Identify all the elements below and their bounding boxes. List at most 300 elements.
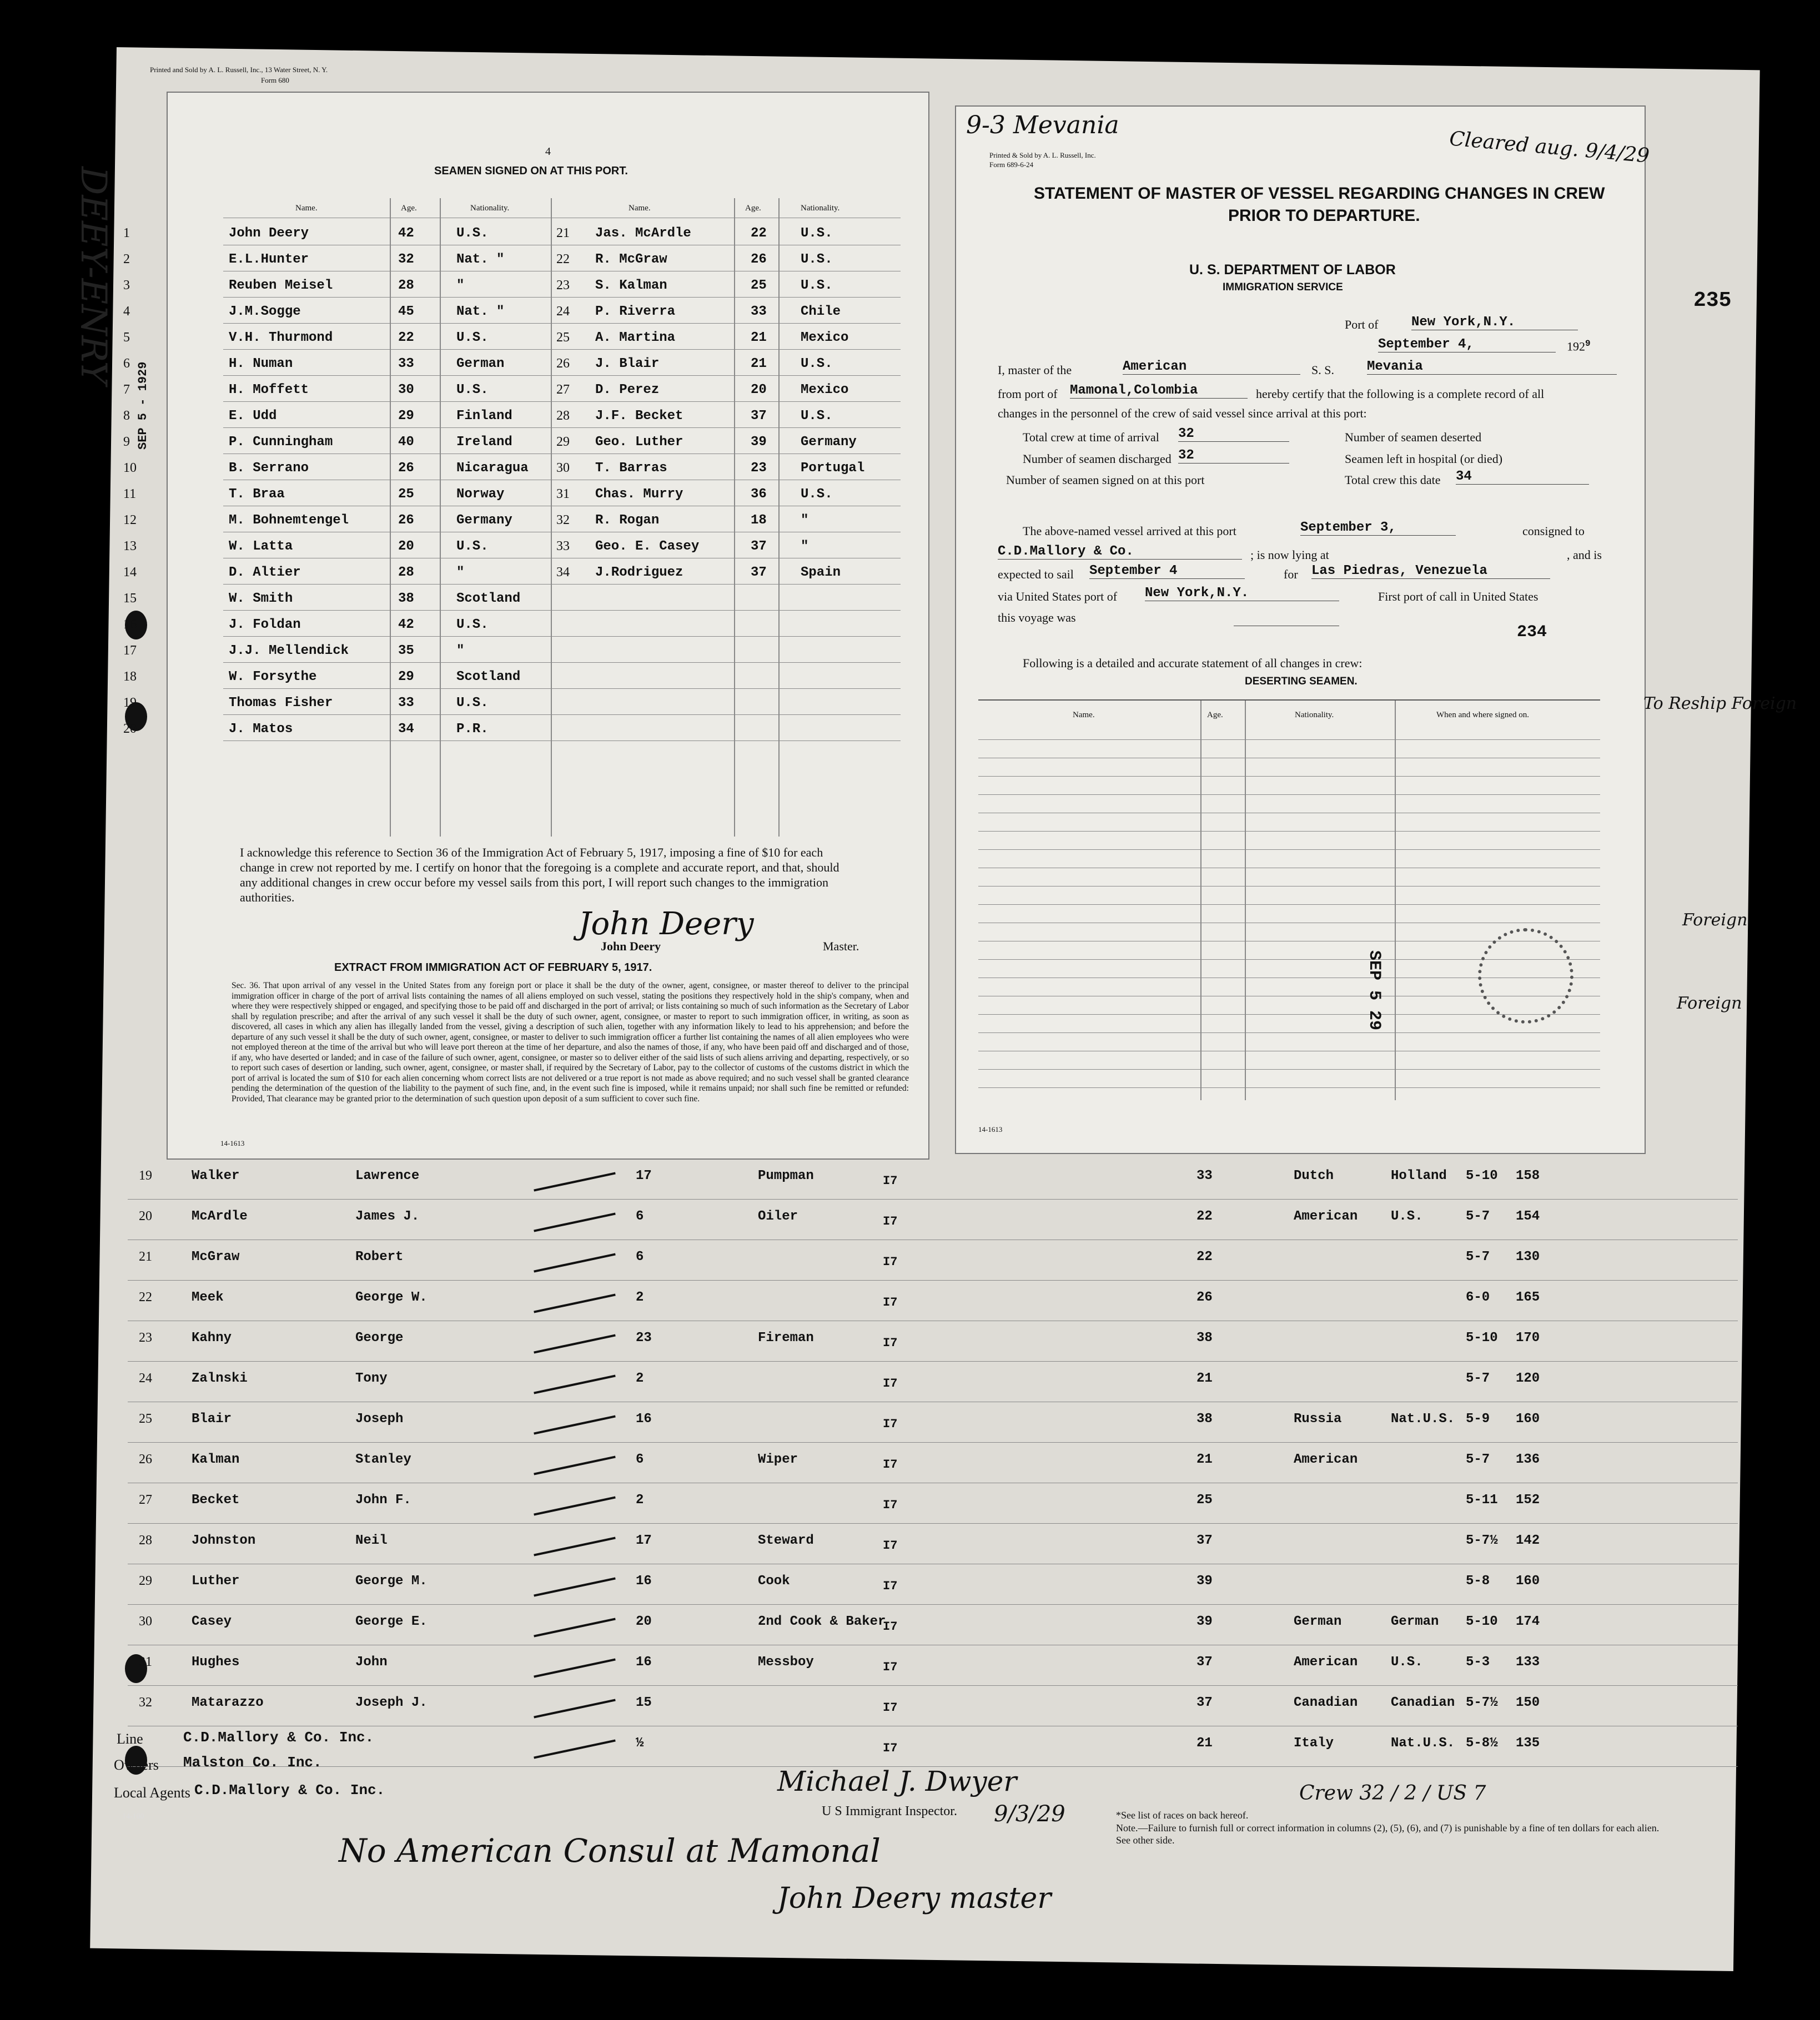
seaman-row [168,278,901,300]
row-number: 23 [556,278,570,293]
signed-on-label: Number of seamen signed on at this port [1006,473,1205,487]
seaman-name: T. Braa [229,487,285,502]
extract-text: Sec. 36. That upon arrival of any vessel in the United States from any foreign port or place it shall be the duty of the owner, agent, consignee, or master thereof to deliver to the principal immigration officer in charge of the port of arrival lists containing the names of all aliens employed on such vessel, stating the positions they respectively hold in the ship's company, when and where they were respectively shipped or engaged, and specifying those to be paid off and discharged in the port of arrival; or lists containing so much of such information as the Secretary of Labor shall by regulation prescribe; and after the arrival of any such vessel it shall be the duty of such owner, agent, consignee, or master to report to such immigration officer, in writing, as soon as discovered, all cases in which any alien has illegally landed from the vessel, giving a description of such alien, together with any information likely to lead to his apprehension; and before the departure of any such vessel it shall be the duty of such owner, agent, consignee, or master to deliver to such immigration officer a further list containing the names of all alien employees who were not employed thereon at the time of the arrival but who will leave port thereon at the time of her departure, and also the names of those, if any, who have been paid off and discharged and of those, if any, who have deserted or landed; and in case of the failure of such owner, agent, consignee, or master so to deliver either of the said lists of such aliens arriving and departing, respectively, or so to report such cases of desertion or landing, such owner, agent, consignee, or master shall, if required by the Secretary of Labor, pay to the collector of customs of the customs district in which the port of arrival is located the sum of $10 for each alien concerning whom correct lists are not delivered or a true report is not made as above required; and no such vessel shall be granted clearance pending the determination of the question of the liability to the payment of such fine, and, in the event such fine is imposed, while it remains unpaid; nor shall such fine be remitted or refunded: Provided, That clearance may be granted prior to the determination of such question upon deposit of a sum sufficient to cover such fine. [232,981,909,1104]
statement-title-2: PRIOR TO DEPARTURE. [1228,206,1420,225]
row-number: 17 [123,643,137,658]
form-number: Form 680 [261,76,289,84]
seaman-age: 33 [398,696,414,711]
manifest-row [0,1655,1777,1688]
row-number: 22 [139,1290,152,1304]
seaman-nationality: " [801,539,809,554]
left-hospital-label: Seamen left in hospital (or died) [1345,452,1503,466]
seaman-row [168,435,901,457]
seaman-name: S. Kalman [595,278,667,293]
row-number: 2 [123,252,130,266]
weight: 152 [1516,1493,1540,1508]
seaman-age: 33 [751,304,767,319]
seaman-nationality: Mexico [801,330,849,345]
seaman-nationality: U.S. [456,696,489,711]
seaman-age: 38 [398,591,414,606]
country: Nat.U.S. [1391,1736,1455,1751]
row-number: 30 [556,461,570,475]
seaman-nationality: Ireland [456,435,512,450]
race: Russia [1294,1412,1342,1427]
row-number: 26 [139,1452,152,1467]
seaman-age: 29 [398,409,414,424]
years-sea: 17 [636,1168,652,1183]
consul-note: No American Consul at Mamonal [339,1832,881,1870]
seaman-name: R. McGraw [595,252,667,267]
seaman-nationality: Germany [801,435,857,450]
agents-value: C.D.Mallory & Co. Inc. [194,1782,385,1799]
seaman-row [123,591,901,613]
given-name: George W. [355,1290,428,1305]
position: Pumpman [758,1168,814,1183]
seaman-row [168,252,901,274]
col-header-nationality: Nationality. [801,204,840,213]
height: 5-8½ [1466,1736,1498,1751]
age: 37 [1196,1655,1213,1670]
seaman-name: H. Moffett [229,382,309,397]
pen-stroke [534,1374,616,1394]
height: 5-10 [1466,1331,1498,1346]
col-header-name: Name. [1073,711,1095,719]
height: 5-10 [1466,1614,1498,1629]
height: 5-11 [1466,1493,1498,1508]
seaman-name: P. Cunningham [229,435,333,450]
age: 22 [1196,1250,1213,1265]
seaman-name: Jas. McArdle [595,226,691,241]
port-label: Port of [1345,318,1379,331]
arrived-label: The above-named vessel arrived at this port [1023,524,1236,538]
seaman-name: Geo. E. Casey [595,539,700,554]
seaman-nationality: " [801,513,809,528]
given-name: Joseph J. [355,1695,428,1710]
seaman-name: J. Blair [595,356,660,371]
column-seventeen: I7 [883,1620,898,1634]
manifest-row [0,1290,1777,1323]
row-number: 6 [123,356,130,371]
given-name: Robert [355,1250,404,1265]
given-name: Stanley [355,1452,411,1467]
col-header-nationality: Nationality. [470,204,510,213]
weight: 142 [1516,1533,1540,1548]
years-sea: 16 [636,1655,652,1670]
seaman-age: 26 [398,513,414,528]
col-header-age: Age. [401,204,417,213]
seaman-row [168,304,901,326]
weight: 133 [1516,1655,1540,1670]
seaman-name: John Deery [229,226,309,241]
seaman-row [168,226,901,248]
form-title: SEAMEN SIGNED ON AT THIS PORT. [434,165,628,177]
height: 5-7½ [1466,1695,1498,1710]
deserting-table [978,699,1600,1100]
country: German [1391,1614,1439,1629]
seaman-name: J.J. Mellendick [229,643,349,658]
weight: 120 [1516,1371,1540,1386]
manifest-row [0,1695,1777,1729]
row-number: 12 [123,513,137,527]
seaman-name: R. Rogan [595,513,660,528]
col-header-signed-on: When and where signed on. [1436,711,1530,719]
seaman-row [168,487,901,509]
page-no: 4 [545,145,551,158]
given-name: Tony [355,1371,388,1386]
seaman-age: 18 [751,513,767,528]
master-name-typed: John Deery [601,939,661,953]
seaman-nationality: U.S. [456,539,489,554]
following-text: Following is a detailed and accurate statement of all changes in crew: [1023,656,1363,670]
country: Nat.U.S. [1391,1412,1455,1427]
seaman-name: V.H. Thurmond [229,330,333,345]
surname: McArdle [192,1209,248,1224]
seaman-nationality: Spain [801,565,841,580]
margin-note: To Reship Foreign [1643,694,1797,713]
seaman-age: 35 [398,643,414,658]
pen-stroke [534,1172,616,1191]
seaman-nationality: U.S. [801,356,833,371]
row-number: 1 [123,226,130,240]
service: IMMIGRATION SERVICE [1223,281,1343,293]
from-port-value: Mamonal,Colombia [1070,383,1248,399]
seaman-age: 21 [751,356,767,371]
ss-label: S. S. [1311,363,1334,377]
pen-stroke [534,1455,616,1475]
inspector-date: 9/3/29 [994,1801,1065,1827]
surname: Meek [192,1290,224,1305]
year-suffix: 9 [1585,339,1591,349]
seamen-deserted-label: Number of seamen deserted [1345,430,1482,444]
seaman-nationality: U.S. [801,226,833,241]
deserting-title: DESERTING SEAMEN. [1245,676,1358,687]
country: Holland [1391,1168,1447,1183]
row-number: 8 [123,409,130,423]
row-number: 19 [139,1168,152,1183]
given-name: John [355,1655,388,1670]
row-number: 29 [139,1574,152,1588]
seaman-nationality: U.S. [456,226,489,241]
manifest-row [0,1412,1777,1445]
manifest-row [0,1331,1777,1364]
row-number: 21 [556,226,570,240]
total-crew-arrival: 32 [1178,426,1289,442]
seaman-nationality: Mexico [801,382,849,397]
row-number: 10 [123,461,137,475]
race: American [1294,1452,1358,1467]
for-label: for [1284,567,1298,581]
given-name: George E. [355,1614,428,1629]
seamen-discharged: 32 [1178,448,1289,464]
col-header-age: Age. [745,204,761,213]
arrived-date: September 3, [1300,520,1456,536]
seaman-name: T. Barras [595,461,667,476]
seaman-age: 25 [751,278,767,293]
surname: Hughes [192,1655,240,1670]
crew-note: Crew 32 / 2 / US 7 [1299,1782,1486,1805]
row-number: 9 [123,435,130,449]
seaman-row [168,330,901,352]
column-seventeen: I7 [883,1174,898,1188]
seaman-name: J.F. Becket [595,409,683,424]
master-of-label: I, master of the [998,363,1072,377]
height: 5-10 [1466,1168,1498,1183]
voyage-number: 234 [1517,623,1547,642]
seaman-name: P. Riverra [595,304,676,319]
seaman-nationality: " [456,643,465,658]
row-number: 31 [139,1655,152,1669]
seaman-name: W. Forsythe [229,669,317,684]
seaman-nationality: Portugal [801,461,865,476]
surname: Zalnski [192,1371,248,1386]
seaman-nationality: Scotland [456,669,521,684]
inspector-signature: Michael J. Dwyer [777,1765,1017,1797]
height: 5-7 [1466,1209,1490,1224]
given-name: John F. [355,1493,411,1508]
weight: 154 [1516,1209,1540,1224]
row-number: 21 [139,1250,152,1264]
seaman-age: 30 [398,382,414,397]
position: Cook [758,1574,790,1589]
weight: 135 [1516,1736,1540,1751]
surname: Becket [192,1493,240,1508]
row-number: 20 [139,1209,152,1223]
cleared-note: Cleared aug. 9/4/29 [1448,127,1651,168]
seaman-name: E. Udd [229,409,277,424]
row-number: 32 [556,513,570,527]
seaman-name: Chas. Murry [595,487,683,502]
seaman-row [168,565,901,587]
seaman-nationality: Norway [456,487,505,502]
col-header-age: Age. [1207,711,1223,719]
seaman-age: 37 [751,565,767,580]
manifest-row [0,1168,1777,1202]
years-sea: ½ [636,1736,644,1751]
pen-stroke [534,1496,616,1515]
seaman-age: 32 [398,252,414,267]
given-name: Neil [355,1533,388,1548]
years-sea: 6 [636,1452,644,1467]
seaman-row [168,356,901,379]
given-name: George M. [355,1574,428,1589]
row-number: 25 [556,330,570,345]
row-number: 5 [123,330,130,345]
seaman-age: 26 [398,461,414,476]
page-number: 235 [1693,289,1732,313]
seaman-name: W. Smith [229,591,293,606]
age: 25 [1196,1493,1213,1508]
manifest-row [0,1574,1777,1607]
seaman-age: 37 [751,539,767,554]
row-number: 28 [139,1533,152,1548]
seaman-row [123,617,901,639]
age: 22 [1196,1209,1213,1224]
nationality-value: American [1123,359,1300,375]
sail-date: September 4 [1089,563,1245,579]
certify-text-2: changes in the personnel of the crew of said vessel since arrival at this port: [998,406,1367,420]
weight: 158 [1516,1168,1540,1183]
certify-text: hereby certify that the following is a complete record of all [1256,387,1545,401]
destination: Las Piedras, Venezuela [1311,563,1550,579]
voyage-label: this voyage was [998,611,1076,624]
age: 21 [1196,1736,1213,1751]
seaman-row [168,513,901,535]
form-no: 14-1613 [978,1125,1003,1134]
years-sea: 6 [636,1250,644,1265]
given-name: James J. [355,1209,420,1224]
agents-label: Local Agents [114,1785,190,1801]
seamen-discharged-label: Number of seamen discharged [1023,452,1172,466]
manifest-row [0,1614,1777,1648]
height: 5-8 [1466,1574,1490,1589]
position: Fireman [758,1331,814,1346]
row-number: 4 [123,304,130,319]
stamp-date: SEP 5 29 [1365,950,1384,1031]
lying-label: ; is now lying at [1250,548,1329,562]
row-number: 27 [556,382,570,397]
row-number: 11 [123,487,137,501]
column-seventeen: I7 [883,1417,898,1431]
row-number: 20 [123,722,137,736]
years-sea: 23 [636,1331,652,1346]
row-number: 25 [139,1412,152,1426]
total-crew-date-label: Total crew this date [1345,473,1441,487]
column-seventeen: I7 [883,1458,898,1472]
surname: Casey [192,1614,232,1629]
age: 21 [1196,1452,1213,1467]
owners-value: Malston Co. Inc. [183,1754,322,1771]
position: 2nd Cook & Baker [758,1614,886,1629]
seaman-name: W. Latta [229,539,293,554]
acknowledgment-text: I acknowledge this reference to Section 36 of the Immigration Act of February 5, 1917, imposing a fine of $10 for each change in crew not reported by me. I certify on honor that the foregoing is a complete and accurate report, and that, should any additional changes in crew occur before my vessel sails from this port, I will report such changes to the immigration authorities. [240,845,839,904]
margin-note: Foreign [1682,910,1748,930]
surname: Walker [192,1168,240,1183]
seaman-name: Reuben Meisel [229,278,333,293]
seaman-row [168,539,901,561]
row-number: 31 [556,487,570,501]
seaman-age: 40 [398,435,414,450]
column-seventeen: I7 [883,1255,898,1269]
seaman-age: 23 [751,461,767,476]
row-number: 3 [123,278,130,293]
row-number: 14 [123,565,137,580]
years-sea: 2 [636,1493,644,1508]
age: 33 [1196,1168,1213,1183]
margin-note: Foreign [1677,994,1742,1013]
pen-stroke [534,1293,616,1313]
seaman-nationality: Germany [456,513,512,528]
seaman-age: 42 [398,617,414,632]
row-number: 23 [139,1331,152,1345]
row-number: 33 [556,539,570,553]
seaman-age: 45 [398,304,414,319]
seaman-age: 26 [751,252,767,267]
seaman-name: J. Matos [229,722,293,737]
seaman-name: H. Numan [229,356,293,371]
column-seventeen: I7 [883,1498,898,1512]
height: 5-3 [1466,1655,1490,1670]
seaman-name: J.Rodriguez [595,565,683,580]
row-number: 28 [556,409,570,423]
column-seventeen: I7 [883,1377,898,1391]
seaman-age: 39 [751,435,767,450]
position: Messboy [758,1655,814,1670]
master-statement-form [955,105,1646,1154]
weight: 136 [1516,1452,1540,1467]
seaman-name: E.L.Hunter [229,252,309,267]
given-name: George [355,1331,404,1346]
year-prefix: 192 [1567,339,1585,354]
row-number: 19 [123,696,137,710]
surname: Matarazzo [192,1695,264,1710]
column-seventeen: I7 [883,1296,898,1309]
via-port: New York,N.Y. [1145,586,1339,601]
statement-title-1: STATEMENT OF MASTER OF VESSEL REGARDING CHANGES IN CREW [1034,184,1605,203]
surname: McGraw [192,1250,240,1265]
received-stamp [1478,928,1573,1024]
height: 5-7 [1466,1452,1490,1467]
height: 5-7 [1466,1250,1490,1265]
years-sea: 20 [636,1614,652,1629]
pen-stroke [534,1537,616,1556]
seaman-nationality: U.S. [801,409,833,424]
surname: Blair [192,1412,232,1427]
seaman-name: D. Altier [229,565,301,580]
from-port-label: from port of [998,387,1058,401]
seaman-row [168,461,901,483]
seaman-age: 36 [751,487,767,502]
age: 26 [1196,1290,1213,1305]
seaman-nationality: P.R. [456,722,489,737]
pen-stroke [534,1658,616,1678]
seaman-nationality: German [456,356,505,371]
pen-stroke [534,1618,616,1637]
position: Steward [758,1533,814,1548]
port-value: New York,N.Y. [1411,315,1578,330]
seaman-age: 28 [398,565,414,580]
seaman-row [123,643,901,666]
years-sea: 2 [636,1371,644,1386]
race: Dutch [1294,1168,1334,1183]
height: 5-9 [1466,1412,1490,1427]
manifest-row [0,1452,1777,1485]
age: 39 [1196,1574,1213,1589]
master-signature: John Deery [579,906,754,942]
consigned-label: consigned to [1522,524,1585,538]
seaman-nationality: U.S. [801,278,833,293]
age: 21 [1196,1371,1213,1386]
given-name: Lawrence [355,1168,420,1183]
expected-label: expected to sail [998,567,1074,581]
weight: 170 [1516,1331,1540,1346]
race: Italy [1294,1736,1334,1751]
pen-stroke [534,1415,616,1434]
seaman-row [168,382,901,405]
col-header-nationality: Nationality. [1295,711,1334,719]
pen-stroke [534,1334,616,1353]
weight: 130 [1516,1250,1540,1265]
seaman-name: J.M.Sogge [229,304,301,319]
seaman-age: 20 [751,382,767,397]
height: 6-0 [1466,1290,1490,1305]
row-number: 29 [556,435,570,449]
seaman-age: 22 [398,330,414,345]
footnote-races: *See list of races on back hereof. [1116,1810,1249,1821]
side-date-stamp: SEP 5 - 1929 [136,361,150,450]
weight: 174 [1516,1614,1540,1629]
country: Canadian [1391,1695,1455,1710]
seaman-nationality: Scotland [456,591,521,606]
